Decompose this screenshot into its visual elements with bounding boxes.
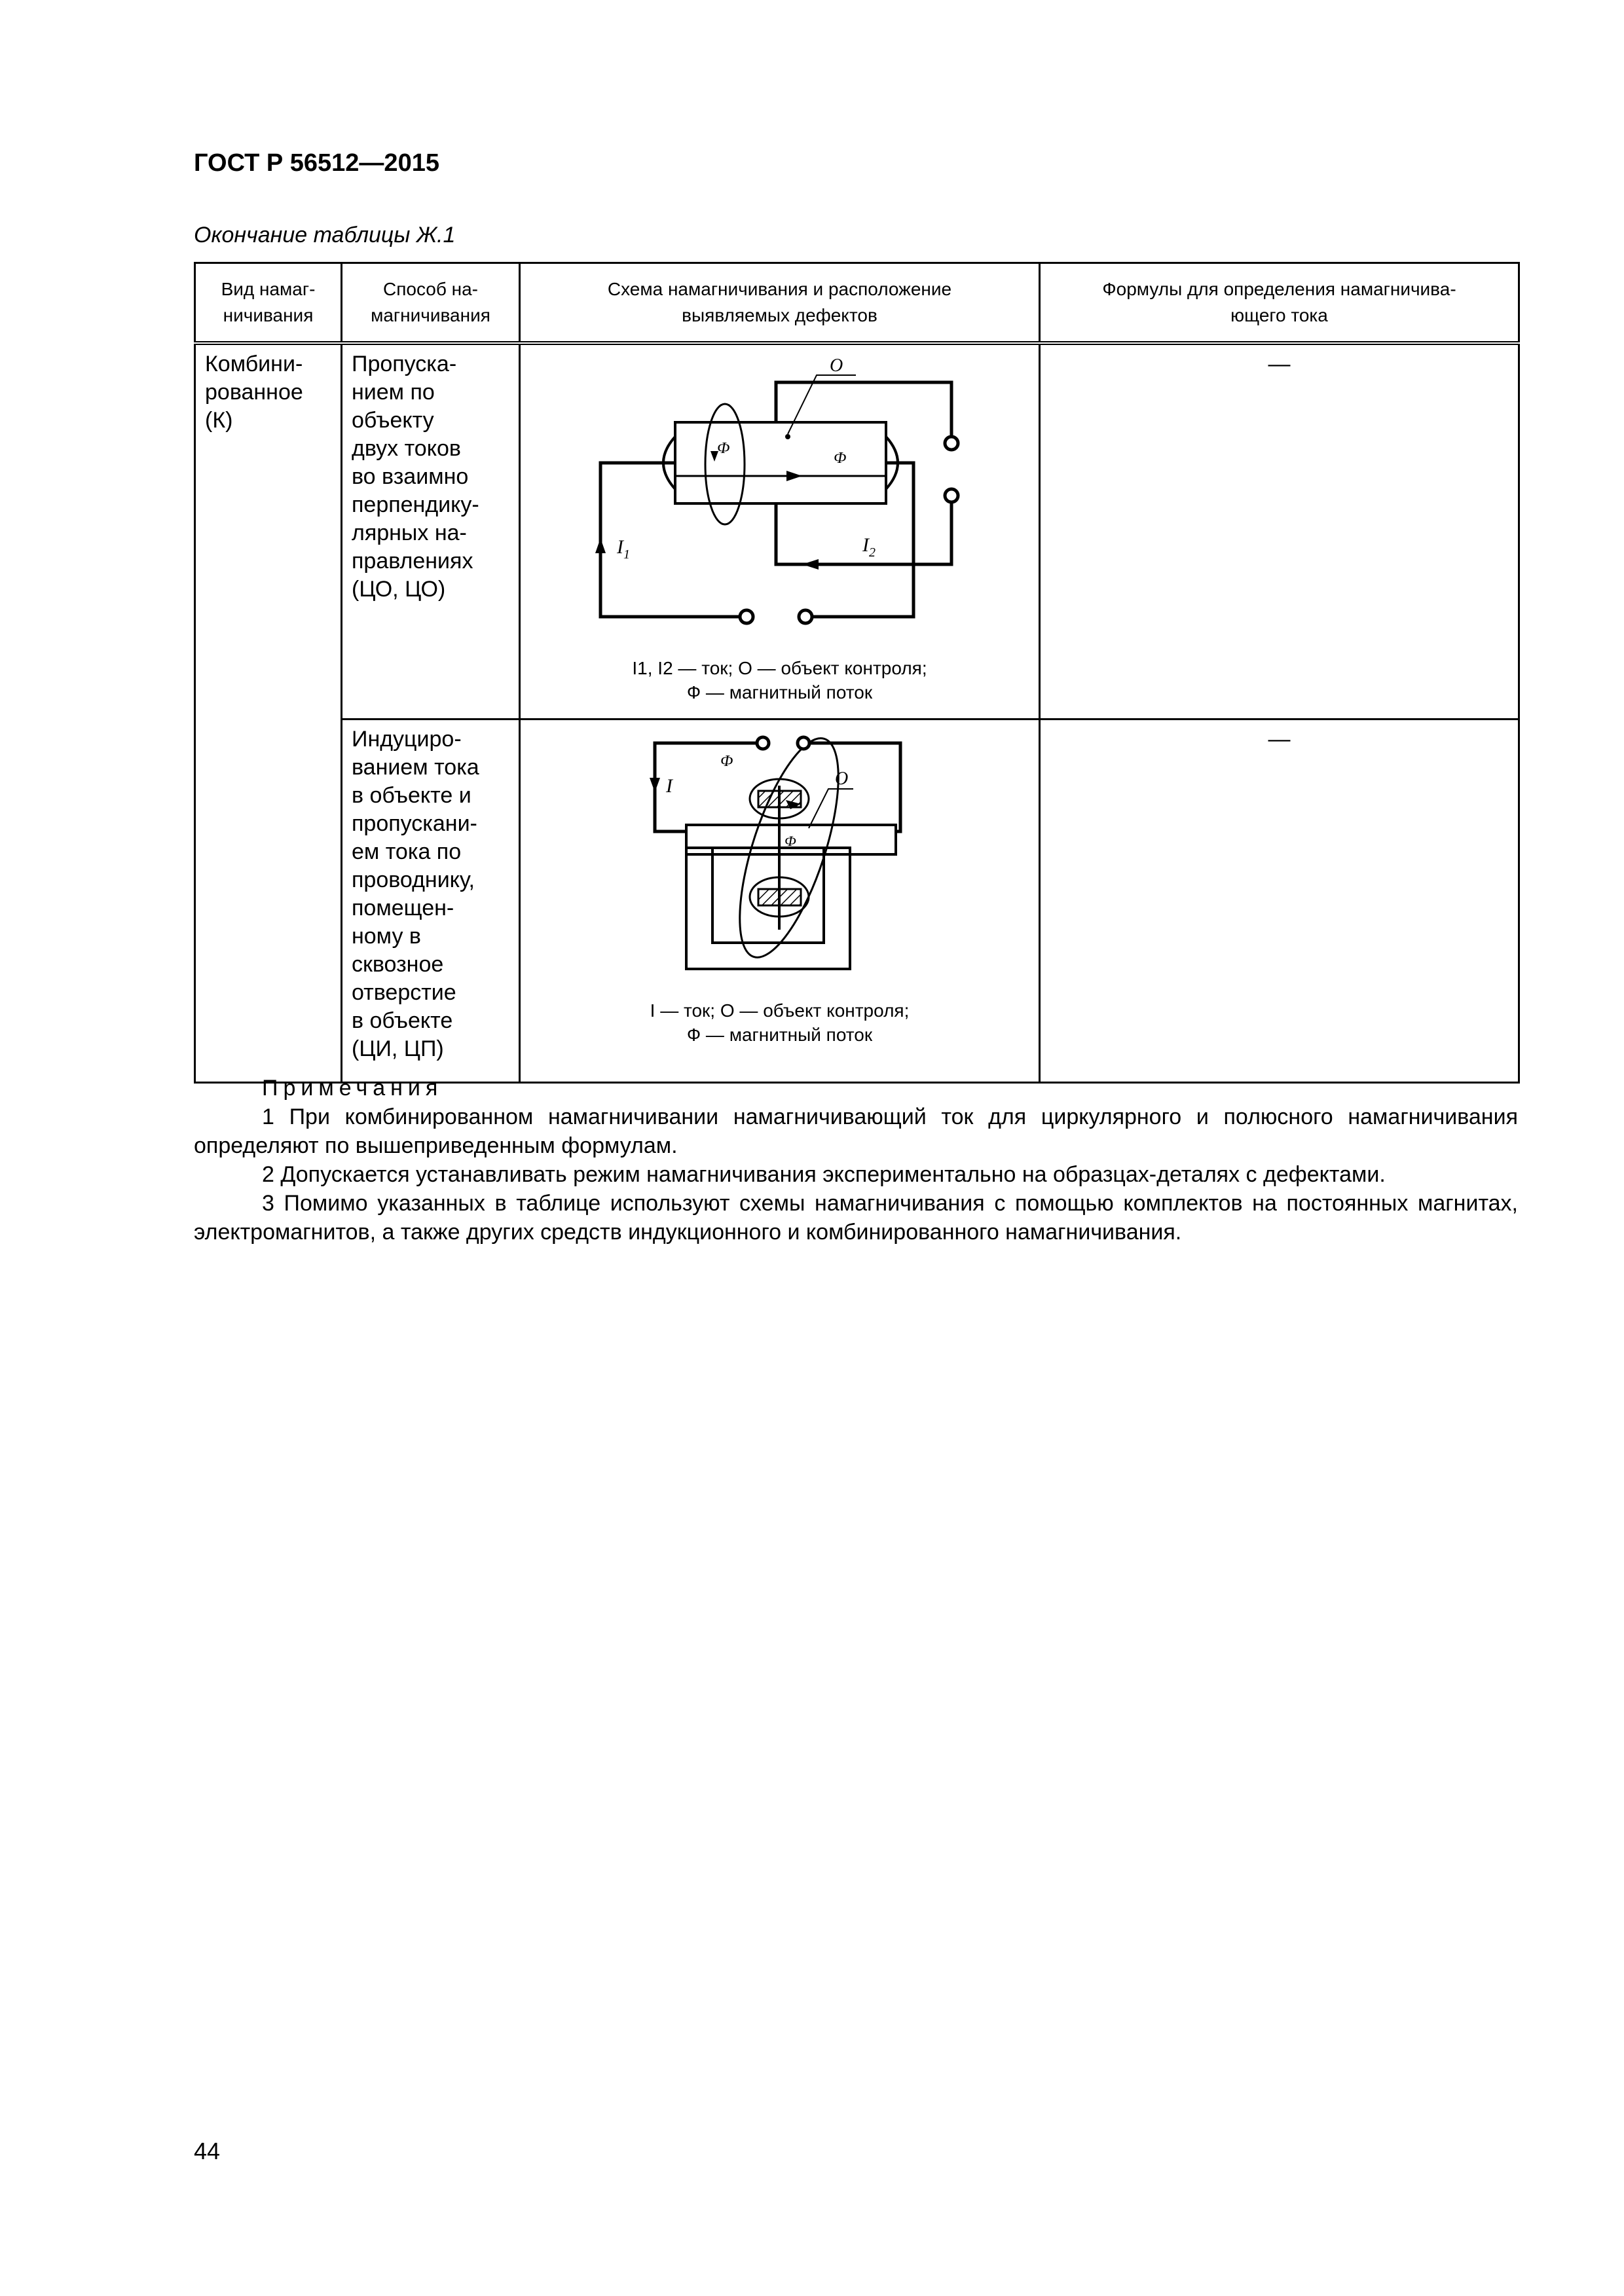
notes-title: Примечания: [262, 1076, 443, 1101]
note-item: 2 Допускается устанавливать режим намагничивания экспериментально на образцах-деталях с дефектами.: [262, 1162, 1386, 1187]
label-i2: $I_2$: [862, 534, 876, 560]
cell-formula: —: [1040, 719, 1519, 1082]
scheme-legend: I — ток; O — объект контроля; Ф — магнитный поток: [650, 1000, 910, 1045]
column-header-scheme: Схема намагничивания и расположение выявляемых дефектов: [520, 263, 1040, 344]
cell-scheme: [520, 343, 1040, 719]
notes-section: [194, 1074, 1518, 1247]
cell-formula: —: [1040, 343, 1519, 719]
table-row: [195, 343, 1519, 719]
magnetization-table: [194, 262, 1520, 1084]
table-header-row: [195, 263, 1519, 344]
label-o: O: [835, 768, 849, 789]
page-number: 44: [194, 2138, 221, 2164]
scheme-diagram-induced: [521, 720, 1041, 995]
label-i1: $I_1$: [617, 536, 630, 562]
scheme-legend: I1, I2 — ток; O — объект контроля; Ф — магнитный поток: [632, 658, 927, 702]
cell-method: Индуциро- ванием тока в объекте и пропускани- ем тока по проводнику, помещен- ному в сквозное отверстие в объекте (ЦИ, ЦП): [342, 719, 520, 1082]
cell-scheme: [520, 719, 1040, 1082]
label-phi-top: Ф: [720, 752, 733, 770]
note-item: 3 Помимо указанных в таблице используют схемы намагничивания с помощью комплектов на постоянных магнитах, электромагнитов, а также других средств индукционного и комбинированного намагничивания.: [194, 1191, 1518, 1245]
column-header-formula: Формулы для определения намагничива- ющего тока: [1040, 263, 1519, 344]
cell-method: Пропуска- нием по объекту двух токов во взаимно перпендику- лярных на- правлениях (ЦО, ЦО): [342, 343, 520, 719]
table-caption: Окончание таблицы Ж.1: [194, 223, 456, 247]
column-header-type: Вид намаг- ничивания: [195, 263, 342, 344]
label-o: O: [830, 355, 843, 376]
column-header-method: Способ на- магничивания: [342, 263, 520, 344]
label-phi-center: Ф: [784, 832, 796, 849]
label-i: I: [666, 774, 673, 797]
note-item: 1 При комбинированном намагничивании намагничивающий ток для циркулярного и полюсного намагничивания определяют по вышеприведенным формулам.: [194, 1104, 1518, 1158]
label-phi-1: Ф: [717, 440, 730, 457]
scheme-diagram-combined: [521, 345, 1041, 653]
table-row: [195, 719, 1519, 1082]
document-header: ГОСТ Р 56512—2015: [194, 149, 439, 177]
label-phi-2: Ф: [834, 450, 847, 467]
cell-magnetization-type: Комбини- рованное (К): [195, 343, 342, 1082]
